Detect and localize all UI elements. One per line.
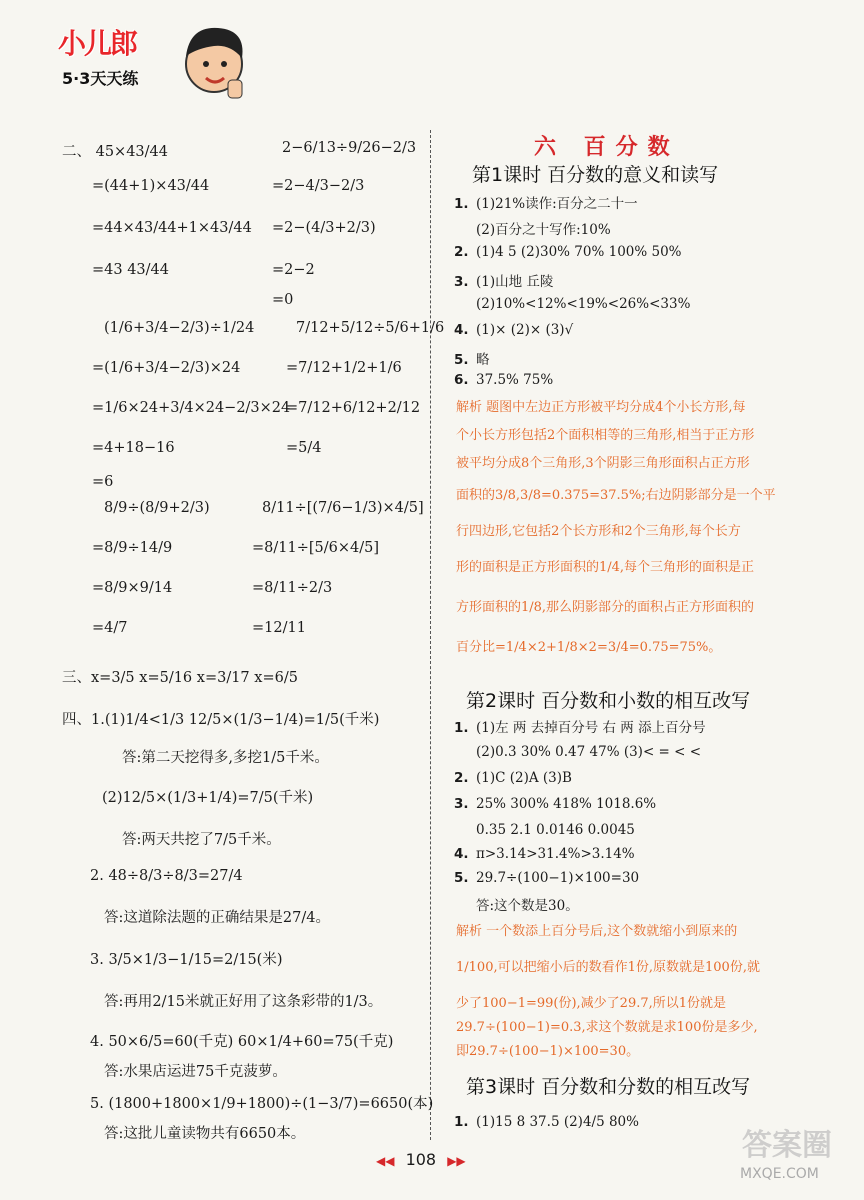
- explanation-line: 面积的3/8,3/8=0.375=37.5%;右边阴影部分是一个平: [456, 488, 776, 503]
- answer-line: [454, 870, 639, 886]
- explanation-line: 行四边形,它包括2个长方形和2个三角形,每个长方: [456, 524, 741, 539]
- answer-text: (2)0.3 30% 0.47 47% (3)< = < <: [476, 744, 702, 760]
- answer-line: [454, 296, 690, 312]
- solution-line: 8/9÷(8/9+2/3): [104, 500, 210, 516]
- answer-text: (1)4 5 (2)30% 70% 100% 50%: [476, 244, 682, 260]
- solution-line: =5/4: [286, 440, 322, 456]
- explanation-line: 百分比=1/4×2+1/8×2=3/4=0.75=75%。: [456, 640, 722, 655]
- solution-line: 4. 50×6/5=60(千克) 60×1/4+60=75(千克): [90, 1034, 394, 1050]
- solution-line: =8/11÷[5/6×4/5]: [252, 540, 379, 556]
- answer-line: [454, 716, 706, 736]
- solution-line: =6: [92, 474, 114, 490]
- solution-line: 答:这批儿童读物共有6650本。: [104, 1126, 306, 1142]
- answer-text: (1)15 8 37.5 (2)4/5 80%: [476, 1114, 639, 1130]
- answer-line: [454, 192, 638, 212]
- solution-line: 2−6/13÷9/26−2/3: [282, 140, 417, 156]
- watermark-url: MXQE.COM: [740, 1166, 819, 1182]
- answer-number: 5.: [454, 870, 469, 886]
- answer-line: [454, 822, 635, 838]
- answer-line: [454, 1114, 639, 1130]
- solution-line: 3. 3/5×1/3−1/15=2/15(米): [90, 952, 283, 968]
- solution-line: (2)12/5×(1/3+1/4)=7/5(千米): [102, 790, 314, 806]
- answer-number: 6.: [454, 372, 469, 388]
- answer-text: (2)百分之十写作:10%: [476, 222, 611, 238]
- answer-text: 0.35 2.1 0.0146 0.0045: [476, 822, 635, 838]
- solution-line: =(44+1)×43/44: [92, 178, 210, 194]
- watermark-logo: 答案圈: [742, 1128, 832, 1163]
- answer-number: 3.: [454, 274, 469, 290]
- answer-number: 1.: [454, 1114, 469, 1130]
- solution-line: =1/6×24+3/4×24−2/3×24: [92, 400, 291, 416]
- solution-line: =4+18−16: [92, 440, 175, 456]
- logo-subtitle: 5·3天天练: [62, 69, 139, 88]
- answer-line: [454, 322, 573, 338]
- solution-line: =8/9×9/14: [92, 580, 173, 596]
- solution-line: 答:第二天挖得多,多挖1/5千米。: [122, 750, 329, 766]
- solution-line: =4/7: [92, 620, 128, 636]
- answer-text: 29.7÷(100−1)×100=30: [476, 870, 640, 886]
- answer-number: 1.: [454, 196, 469, 212]
- solution-line: 四、1.(1)1/4<1/3 12/5×(1/3−1/4)=1/5(千米): [62, 712, 380, 728]
- solution-line: 2. 48÷8/3÷8/3=27/4: [90, 868, 243, 884]
- answer-text: 略: [476, 352, 490, 368]
- answer-number: 5.: [454, 352, 469, 368]
- solution-line: =8/11÷2/3: [252, 580, 333, 596]
- explanation-line: 少了100−1=99(份),减少了29.7,所以1份就是: [456, 996, 727, 1011]
- solution-line: =8/9÷14/9: [92, 540, 173, 556]
- explanation-line: 1/100,可以把缩小后的数看作1份,原数就是100份,就: [456, 960, 760, 975]
- lesson-title: 第3课时 百分数和分数的相互改写: [466, 1076, 751, 1098]
- solution-line: =44×43/44+1×43/44: [92, 220, 252, 236]
- solution-line: 8/11÷[(7/6−1/3)×4/5]: [262, 500, 424, 516]
- solution-line: =43 43/44: [92, 262, 169, 278]
- answer-text: (1)山地 丘陵: [476, 274, 554, 290]
- solution-line: 答:水果店运进75千克菠萝。: [104, 1064, 287, 1080]
- solution-line: =2−(4/3+2/3): [272, 220, 376, 236]
- answer-line: [454, 744, 701, 760]
- solution-line: 答:这道除法题的正确结果是27/4。: [104, 910, 330, 926]
- answer-line: [454, 348, 490, 368]
- explanation-line: 方形面积的1/8,那么阴影部分的面积占正方形面积的: [456, 600, 755, 615]
- answer-text: π>3.14>31.4%>3.14%: [476, 846, 635, 862]
- explanation-line: 即29.7÷(100−1)×100=30。: [456, 1044, 640, 1059]
- lesson-title: 第1课时 百分数的意义和读写: [472, 164, 719, 186]
- page-footer: [376, 1150, 466, 1169]
- explanation-line: 形的面积是正方形面积的1/4,每个三角形的面积是正: [456, 560, 755, 575]
- solution-line: 三、x=3/5 x=5/16 x=3/17 x=6/5: [62, 670, 298, 686]
- answer-number: 1.: [454, 720, 469, 736]
- solution-line: 二、 45×43/44: [62, 144, 168, 160]
- solution-line: =7/12+1/2+1/6: [286, 360, 402, 376]
- answer-number: 4.: [454, 846, 469, 862]
- column-divider: [430, 130, 431, 1140]
- explanation-line: 解析 一个数添上百分号后,这个数就缩小到原来的: [456, 924, 738, 939]
- brand-logo: [52, 18, 212, 98]
- answer-text: (1)21%读作:百分之二十一: [476, 196, 638, 212]
- cartoon-boy-icon: [170, 18, 254, 102]
- answer-text: 答:这个数是30。: [476, 898, 579, 914]
- solution-line: =7/12+6/12+2/12: [286, 400, 421, 416]
- answer-text: (1)× (2)× (3)√: [476, 322, 574, 338]
- solution-line: 答:两天共挖了7/5千米。: [122, 832, 281, 848]
- next-arrows-icon: ▶▶: [447, 1154, 466, 1168]
- answer-number: 2.: [454, 770, 469, 786]
- answer-text: (1)C (2)A (3)B: [476, 770, 572, 786]
- answer-text: (2)10%<12%<19%<26%<33%: [476, 296, 691, 312]
- answer-line: [454, 218, 611, 238]
- solution-line: =2−4/3−2/3: [272, 178, 365, 194]
- solution-line: =2−2: [272, 262, 315, 278]
- lesson-title: 第2课时 百分数和小数的相互改写: [466, 690, 751, 712]
- answer-number: 2.: [454, 244, 469, 260]
- answer-line: [454, 796, 656, 812]
- answer-line: [454, 372, 553, 388]
- answer-text: 37.5% 75%: [476, 372, 554, 388]
- answer-line: [454, 846, 635, 862]
- answer-number: 4.: [454, 322, 469, 338]
- logo-title: 小儿郎: [58, 27, 137, 60]
- page-number: 108: [405, 1150, 437, 1169]
- section-title: 六 百分数: [534, 135, 680, 160]
- answer-line: [454, 770, 572, 786]
- answer-text: 25% 300% 418% 1018.6%: [476, 796, 657, 812]
- prev-arrows-icon: ◀◀: [376, 1154, 395, 1168]
- answer-number: 3.: [454, 796, 469, 812]
- explanation-line: 被平均分成8个三角形,3个阴影三角形面积占正方形: [456, 456, 750, 471]
- solution-line: 7/12+5/12÷5/6+1/6: [296, 320, 445, 336]
- solution-line: (1/6+3/4−2/3)÷1/24: [104, 320, 255, 336]
- explanation-line: 29.7÷(100−1)=0.3,求这个数就是求100份是多少,: [456, 1020, 758, 1035]
- solution-line: =12/11: [252, 620, 306, 636]
- explanation-line: 个小长方形包括2个面积相等的三角形,相当于正方形: [456, 428, 755, 443]
- answer-text: (1)左 两 去掉百分号 右 两 添上百分号: [476, 720, 706, 736]
- solution-line: 5. (1800+1800×1/9+1800)÷(1−3/7)=6650(本): [90, 1096, 434, 1112]
- answer-line: [454, 894, 579, 914]
- answer-line: [454, 244, 682, 260]
- solution-line: 答:再用2/15米就正好用了这条彩带的1/3。: [104, 994, 383, 1010]
- explanation-line: 解析 题图中左边正方形被平均分成4个小长方形,每: [456, 400, 746, 415]
- solution-line: =0: [272, 292, 294, 308]
- answer-line: [454, 270, 553, 290]
- solution-line: =(1/6+3/4−2/3)×24: [92, 360, 241, 376]
